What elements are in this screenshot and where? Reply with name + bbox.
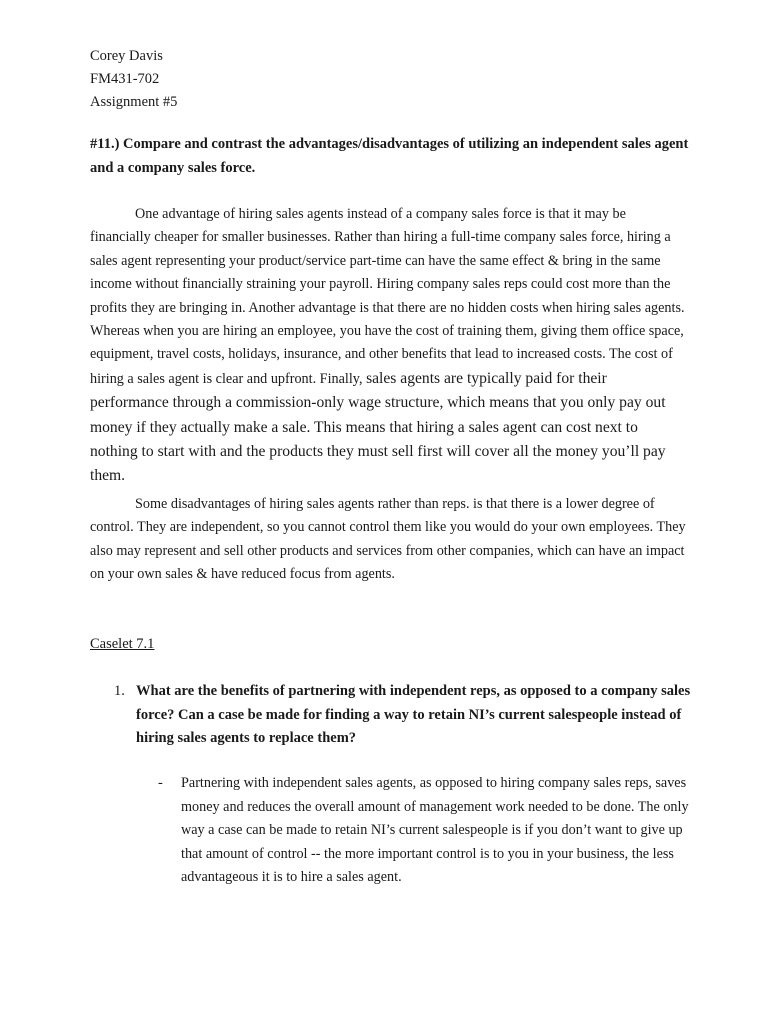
author-name: Corey Davis (90, 48, 163, 64)
list-number: 1. (114, 683, 125, 699)
question-11: #11.) Compare and contrast the advantages/disadvantages of utilizing an independent sales agent and a company sales force. (90, 136, 689, 176)
list-dash: - (158, 775, 163, 791)
course-code: FM431-702 (90, 71, 160, 87)
caselet-heading: Caselet 7.1 (90, 636, 155, 652)
paragraph-disadvantages-text: Some disadvantages of hiring sales agents rather than reps. is that there is a lower degree of control. They are independent, so you cannot control them like you would do your own employees. They also may represent and sell other products and services from other companies, which can have an impact on your own sales & have reduced focus from agents. (90, 496, 686, 583)
caselet-question: What are the benefits of partnering with independent reps, as opposed to a company sales force? Can a case be made for finding a way to retain NI’s current salespeople instead of hiring sales agents to replace them? (136, 683, 691, 746)
assignment-title: Assignment #5 (90, 94, 178, 110)
paragraph-disadvantages (90, 493, 686, 587)
paragraph-advantages-part1: One advantage of hiring sales agents instead of a company sales force is that it may be financially cheaper for smaller businesses. Rather than hiring a full-time company sales force, hiring a sales agent representing your product/service part-time can have the same effect & bring in the same income without financially straining your payroll. Hiring company sales reps could cost more than the profits they are bringing in. Another advantage is that there are no hidden costs when hiring sales agents. Whereas when you are hiring an employee, you have the cost of training them, giving them office space, equipment, travel costs, holidays, insurance, and other benefits that lead to increased costs. The cost of hiring a sales agent is clear and upfront. Finally, (90, 206, 685, 387)
paragraph-advantages-part2: sales agents are typically paid for their performance through a commission-only wage structure, which means that you only pay out money if they actually make a sale. This means that hiring a sales agent can cost next to nothing to start with and the products they must sell first will cover all the money you’ll pay them. (90, 369, 666, 485)
paragraph-advantages (90, 203, 686, 489)
caselet-answer: Partnering with independent sales agents, as opposed to hiring company sales reps, saves money and reduces the overall amount of management work needed to be done. The only way a case can be made to retain NI’s current salespeople is if you don’t want to give up that amount of control -- the more important control is to you in your business, the less advantageous it is to hire a sales agent. (181, 775, 689, 885)
